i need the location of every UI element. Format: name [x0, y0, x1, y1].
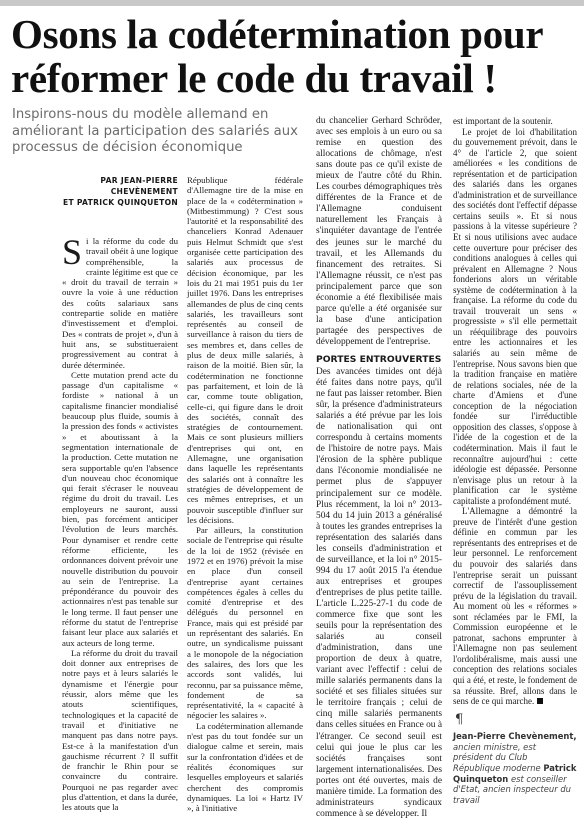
paragraph-text: i la réforme du code du travail obéit à une logique compréhensible, la crainte légitime est que ce « droit du travail de terrain » ouvre la voie à une réduction des coûts salariaux sans contrepartie solide en matière d'investissement et d'emploi. Des « contrats de projet », d'un à huit ans, se substitueraient progressivement au contrat à durée déterminée.: [62, 236, 178, 370]
paragraph: est important de la soutenir.: [453, 116, 553, 126]
top-rule: [0, 0, 584, 6]
column-3: [316, 116, 442, 820]
paragraph: Le projet de loi d'habilitation du gouvernement prévoit, dans le 4° de l'article 2, que soient améliorées « les conditions de représentation et de participation des salariés dans les organes d'administration et de surveillance des sociétés dont l'effectif dépasse certains seuils ». Et si nous passions à la vitesse supérieure ? Et si nous utilisions avec audace cette ouverture pour préciser des conditions analogues à celles qui prévalent en Allemagne ? Nous fonderions alors un véritable système de codétermination à la française. La réforme du code du travail trouverait un sens « progressiste » s'il elle permettait un rééquilibrage des pouvoirs entre les actionnaires et les salariés au sein même de l'entreprise. Nous savons bien que la tradition française en matière de relations sociales, née de la charte d'Amiens et d'une conception de la négociation fondée sur l'irréductible opposition des classes, s'oppose à l'idée de la cogestion et de la codétermination. Mais il faut le reconnaître aujourd'hui : cette idéologie est dépassée. Personne n'envisage plus un retour à la planification car le système capitaliste a profondément muté.: [453, 126, 577, 506]
column-2: [187, 175, 303, 813]
paragraph: La codétermination allemande n'est pas du tout fondée sur un dialogue calme et serein, mais sur la confrontation d'idées et de réalités économiques sur lesquelles employeurs et salariés cherchent des compromis dynamiques. La loi « Hartz IV », à l'initiative: [187, 720, 303, 814]
paragraph: La réforme du droit du travail doit donner aux entreprises de notre pays et à leurs salariés le dynamisme et l'énergie pour réussir, alors même que les atouts scientifiques, technologiques et la capacité de travail et d'initiative ne manquent pas dans notre pays. Est-ce à la manifestation d'un gauchisme récurrent ? Il suffit de franchir le Rhin pour se convaincre du contraire. Pourquoi ne pas regarder avec plus d'attention, et dans la durée, les atouts que la: [62, 647, 178, 813]
author-2-role: est conseiller d'Etat, ancien inspecteur du travail: [453, 773, 571, 805]
paragraph: Cette mutation prend acte du passage d'un capitalisme « fordiste » national à un capitalisme financier mondialisé beaucoup plus fluide, soumis à la pression des fonds « activistes » et aboutissant à la segmentation internationale de la production. Cette mutation ne sera supportable qu'en l'absence d'un nouveau choc économique qui ferait s'écraser le nouveau régime du droit du travail. Les employeurs ne sauront, aussi bien, pas forcément anticiper l'évolution de leurs marchés. Pour dynamiser et rendre cette réforme efficiente, les ordonnances doivent prévoir une nouvelle distribution du pouvoir au sein de l'entreprise. La prépondérance du pouvoir des actionnaires n'est pas tenable sur le long terme. Il faut penser une réforme du statut de l'entreprise faisant leur place aux salariés et aux acteurs de long terme.: [62, 369, 178, 648]
byline-line-1: PAR JEAN-PIERRE CHEVÈNEMENT: [100, 176, 178, 196]
pilcrow-icon: ¶: [455, 711, 464, 727]
drop-cap: S: [62, 232, 83, 272]
byline: [62, 175, 178, 208]
article-title: Osons la codétermination pour réformer le code du travail !: [11, 11, 543, 101]
section-subhead: PORTES ENTROUVERTES: [316, 353, 442, 365]
column-4: [453, 116, 577, 805]
author-2-name: Patrick Quinqueton: [453, 762, 577, 784]
column-1: [62, 175, 178, 813]
paragraph: du chancelier Gerhard Schröder, avec ses emplois à un euro ou sa remise en question des allocations de chômage, n'est sans doute pas ce qu'il existe de mieux de l'autre côté du Rhin. Les courbes démographiques très différentes de la France et de l'Allemagne conduisent naturellement les Français à s'inquiéter davantage de l'entrée des jeunes sur le marché du travail, et les Allemands du financement des retraites. Si l'Allemagne réussit, ce n'est pas principalement parce que son économie a été flexibilisée mais parce qu'elle a été organisée sur la base d'une anticipation partagée des perspectives de développement de l'entreprise.: [316, 116, 442, 347]
paragraph-text: L'Allemagne a démontré la preuve de l'intérêt d'une gestion définie en commun par les représentants des entreprises et de leur personnel. Le renforcement du pouvoir des salariés dans l'entreprise serait un puissant correctif de l'assouplissement prévu de la législation du travail. Au moment où les « réformes » sont réclamées par le FMI, la Commission européenne et le patronat, sachons emprunter à l'Allemagne non pas seulement l'ordolibéralisme, mais aussi une conception des relations sociales qui a été, et reste, le fondement de sa réussite. Bref, allons dans le sens de ce qui marche.: [453, 506, 577, 707]
author-1-role: ancien ministre, est président du Club République moderne: [453, 741, 541, 773]
paragraph: Par ailleurs, la constitution sociale de l'entreprise qui résulte de la loi de 1952 (révisée en 1972 et en 1976) prévoit la mise en place d'un conseil d'entreprise ayant certaines compétences égales à celles du comité d'entreprise et des délégués du personnel en France, mais qui est présidé par un représentant des salariés. En outre, un syndicalisme puissant a le monopole de la négociation des salaires, des lors que les accords sont validés, lui reconnu, par sa puissance même, fondement de sa représentativité, la « capacité à négocier les salaires ».: [187, 525, 303, 721]
article-subtitle: Inspirons-nous du modèle allemand en améliorant la participation des salariés aux processus de décision économique: [12, 107, 298, 155]
author-1-name: Jean-Pierre Chevènement,: [453, 731, 577, 742]
paragraph: République fédérale d'Allemagne tire de la mise en place de la « codétermination » (Mitbestimmung) ? C'est sous l'autorité et la responsabilité des chanceliers Konrad Adenauer puis Helmut Schmidt que s'est organisée cette participation des salariés aux processus de décision économique, par les lois du 21 mai 1951 puis du 1er juillet 1976. Dans les entreprises allemandes de plus de cinq cents salariés, les travailleurs sont représentés au conseil de surveillance à raison du tiers de ses membres et, dans celles de plus de deux mille salariés, à raison de la moitié. Bien sûr, la codétermination ne fonctionne pas parfaitement, et loin de là car, comme toute obligation, celle-ci, qui figure dans le droit des sociétés, connaît des stratégies de contournement. Mais ce sont plusieurs milliers d'entreprises qui ont, en Allemagne, une organisation dans laquelle les représentants des salariés ont à connaître les stratégies de développement de ces mêmes entreprises, et un pouvoir susceptible d'influer sur les décisions.: [187, 175, 303, 525]
paragraph: Des avancées timides ont déjà été faites dans notre pays, qu'il ne faut pas laisser retomber. Bien sûr, la présence d'administrateurs salariés a été prévue par les lois de nationalisation qui ont correspondu à certains moments de l'histoire de notre pays. Mais l'érosion de la sphère publique dans l'économie mondialisée ne permet plus de s'appuyer principalement sur ce modèle. Plus récemment, la loi n° 2013-504 du 14 juin 2013 a généralisé à toutes les grandes entreprises la représentation des salariés dans les conseils d'administration et de surveillance, et la loi n° 2015-994 du 17 août 2015 l'a étendue aux entreprises et groupes d'entreprises de plus petite taille. L'article L.225-27-1 du code de commerce fixe que sont les seuils pour la représentation des salariés au conseil d'administration, dans une proportion de deux à quatre, variant avec l'effectif : celui de mille salariés permanents dans la société et ses filiales situées sur le territoire français ; celui de cinq mille salariés permanents dans celles situées en France ou à l'étranger. Ce second seuil est celui qui joue le plus car les sociétés françaises sont largement internationalisées. Des portes ont été ouvertes, mais de manière timide. La formation des administrateurs syndicaux commence à se développer. Il: [316, 366, 442, 819]
end-mark-icon: [537, 698, 543, 704]
paragraph: [453, 506, 577, 706]
author-bio: [453, 731, 577, 805]
paragraph: [62, 232, 178, 370]
byline-line-2: ET PATRICK QUINQUETON: [62, 198, 178, 207]
